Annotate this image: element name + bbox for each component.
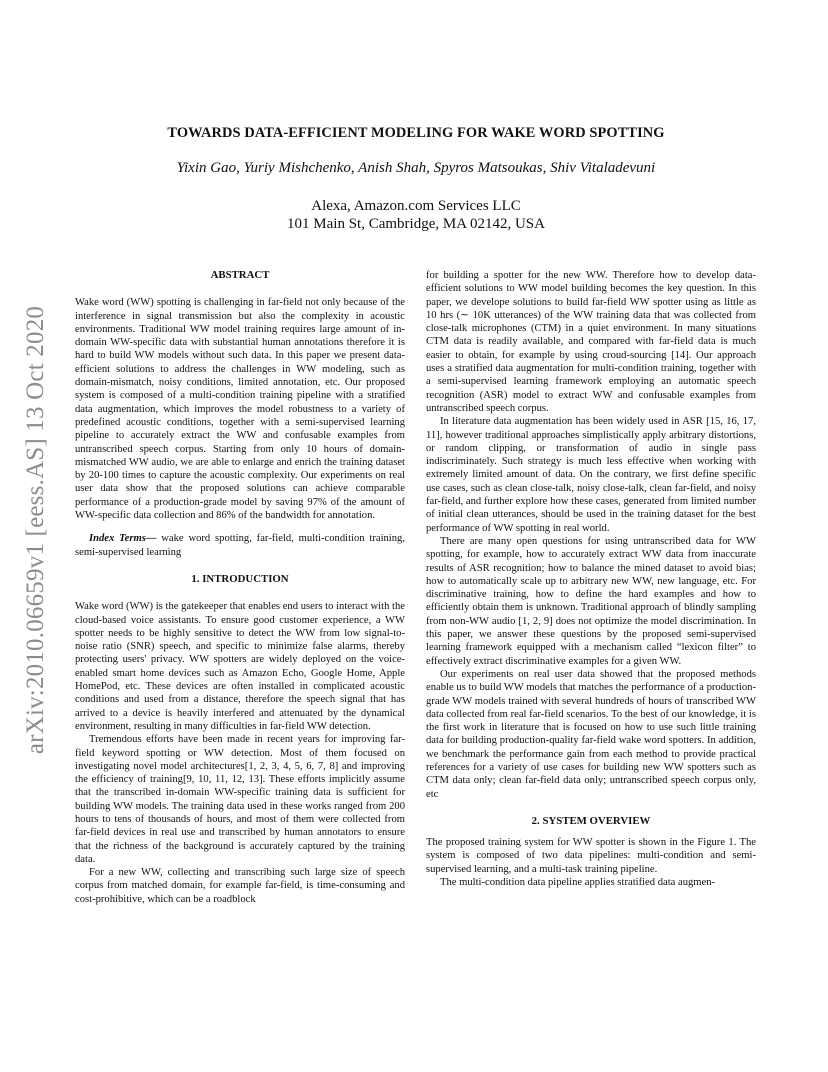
- arxiv-stamp-text: arXiv:2010.06659v1 [eess.AS] 13 Oct 2020: [22, 305, 50, 755]
- paper-title: TOWARDS DATA-EFFICIENT MODELING FOR WAKE WORD SPOTTING: [167, 125, 665, 141]
- system-paragraph-1: The proposed training system for WW spotter is shown in the Figure 1. The system is composed of two data pipelines: multi-condition and semi-supervised learning, and a multi-task training pipeline.: [426, 837, 756, 875]
- index-terms-text: wake word spotting, far-field, multi-condition training, semi-supervised learning: [75, 533, 405, 558]
- abstract-text: Wake word (WW) spotting is challenging in far-field not only because of the interference in signal transmission but also the complexity in acoustic environments. Traditional WW model training requires large amount of in-domain WW-specific data with substantial human annotations therefore it is hard to build WW models without such data. In this paper we present data-efficient solutions to address the challenges in WW modeling, such as domain-mismatch, noisy conditions, limited annotation, etc. Our proposed system is composed of a multi-condition training pipeline with a stratified data augmentation, which improves the model robustness to a variety of predefined acoustic conditions, together with a semi-supervised learning pipeline to accurately extract the WW and confusable examples from untranscribed speech corpus. Starting from only 10 hours of domain-mismatched WW audio, we are able to enlarge and enrich the training dataset by 20-100 times to capture the acoustic complexity. Our experiments on real user data show that the proposed solutions can achieve comparable performance of a production-grade model by saving 97% of the amount of WW-specific data collection and 86% of the bandwidth for annotation.: [75, 297, 405, 522]
- arxiv-stamp: [14, 250, 58, 810]
- intro-paragraph-5: There are many open questions for using untranscribed data for WW spotting, for example, how to accurately extract WW data from inaccurate results of ASR recognition; how to balance the mined dataset to avoid bias; how to automatically scale up to arbitrary new WW, new language, etc. For discriminative training, how to define the hard examples and how to efficiently obtain them is unknown. Traditional approach of blindly sampling from non-WW audio [1, 2, 9] does not optimize the model discrimination. In this paper, we answer these questions by the proposed semi-supervised learning framework equipped with a mechanism called “lexicon filter” to effectively extract discriminative examples for a given WW.: [426, 535, 756, 667]
- intro-paragraph-4: In literature data augmentation has been widely used in ASR [15, 16, 17, 11], however traditional approaches simplistically apply arbitrary distortions, or random clipping, or transformation of audio in single pass indiscriminately. Such strategy is much less effective when working with extremely limited amount of data. On the contrary, we first define specific use cases, such as clean close-talk, noisy close-talk, clean far-field, and noisy far-field, and further explore how these cases, generated from limited number of initial clean utterances, should be used in the training dataset for the best performance of WW spotting in real world.: [426, 416, 756, 534]
- affiliation-line-2: 101 Main St, Cambridge, MA 02142, USA: [287, 216, 545, 232]
- affiliation-line-1: Alexa, Amazon.com Services LLC: [311, 198, 521, 214]
- intro-paragraph-1: Wake word (WW) is the gatekeeper that enables end users to interact with the cloud-based voice assistants. To ensure good customer experience, a WW spotter needs to be highly sensitive to detect the WW from low signal-to-noise ratio (SNR) speech, and specific to minimize false alarms, thereby protecting users' privacy. WW spotters are widely deployed on the voice-enabled smart home devices such as Amazon Echo, Google Home, Apple HomePod, etc. These devices are often installed in complicated acoustic conditions and used from a distance, therefore the speech signal that has arrived to a device is heavily interfered and attenuated by the dynamical environment, resulting in many difficulties in far-field WW detection.: [75, 601, 405, 732]
- author-list: Yixin Gao, Yuriy Mishchenko, Anish Shah, Spyros Matsoukas, Shiv Vitaladevuni: [176, 160, 656, 176]
- right-column: [426, 269, 756, 889]
- index-terms: [75, 532, 405, 559]
- intro-paragraph-3: For a new WW, collecting and transcribing such large size of speech corpus from matched domain, for example far-field, is time-consuming and cost-prohibitive, which can be a roadblock: [75, 867, 405, 905]
- left-column: [75, 269, 405, 906]
- index-terms-label: Index Terms—: [89, 533, 157, 545]
- intro-paragraph-3-continued: for building a spotter for the new WW. Therefore how to develop data-efficient solutions to WW model building becomes the key question. In this paper, we develope solutions to build far-field WW spotter using as little as 10 hrs (∼ 10K utterances) of the WW training data that was collected from close-talk microphones (CTM) in a quiet environment. In many situations CTM data is readily available, and compared with far-field data is much easier to obtain, for example by using croud-sourcing [14]. Our approach uses a stratified data augmentation for multi-condition training, together with a semi-supervised learning framework employing an automatic speech recognition (ASR) model to extract WW and confusable examples from untranscribed speech corpus.: [426, 270, 756, 414]
- system-paragraph-2: The multi-condition data pipeline applies stratified data augmen-: [440, 877, 716, 889]
- intro-paragraph-2: Tremendous efforts have been made in recent years for improving far-field keyword spotting or WW detection. Most of them focused on investigating novel model architectures[1, 2, 3, 4, 5, 6, 7, 8] and improving the efficiency of training[9, 10, 11, 12, 13]. These efforts implicitly assume that the transcribed in-domain WW-specific training data is sufficient for building WW models. The training data used in these works ranged from 200 hours to tens of thousands of hours, and most of them were collected from far-field devices in real use and transcribed by human annotators to ensure that the richness of the background is accurately captured by the training data.: [75, 734, 405, 865]
- affiliation: [75, 197, 757, 233]
- intro-paragraph-6: Our experiments on real user data showed that the proposed methods enable us to build WW models that matches the performance of a production-grade WW models trained with several hundreds of hours of transcribed WW data collected from real far-field scenarios. To the best of our knowledge, it is the first work in literature that is focused on how to use such little training data for building production-quality far-field wake word spotters. In addition, we benchmark the performance gain from each method to provide practical references for a variety of use cases for building new WW spotters such as CTM data only; clean far-field data only; untranscribed speech corpus only, etc: [426, 668, 756, 800]
- abstract-heading: ABSTRACT: [210, 269, 270, 281]
- introduction-heading: 1. INTRODUCTION: [191, 572, 289, 585]
- system-overview-heading: 2. SYSTEM OVERVIEW: [531, 814, 651, 827]
